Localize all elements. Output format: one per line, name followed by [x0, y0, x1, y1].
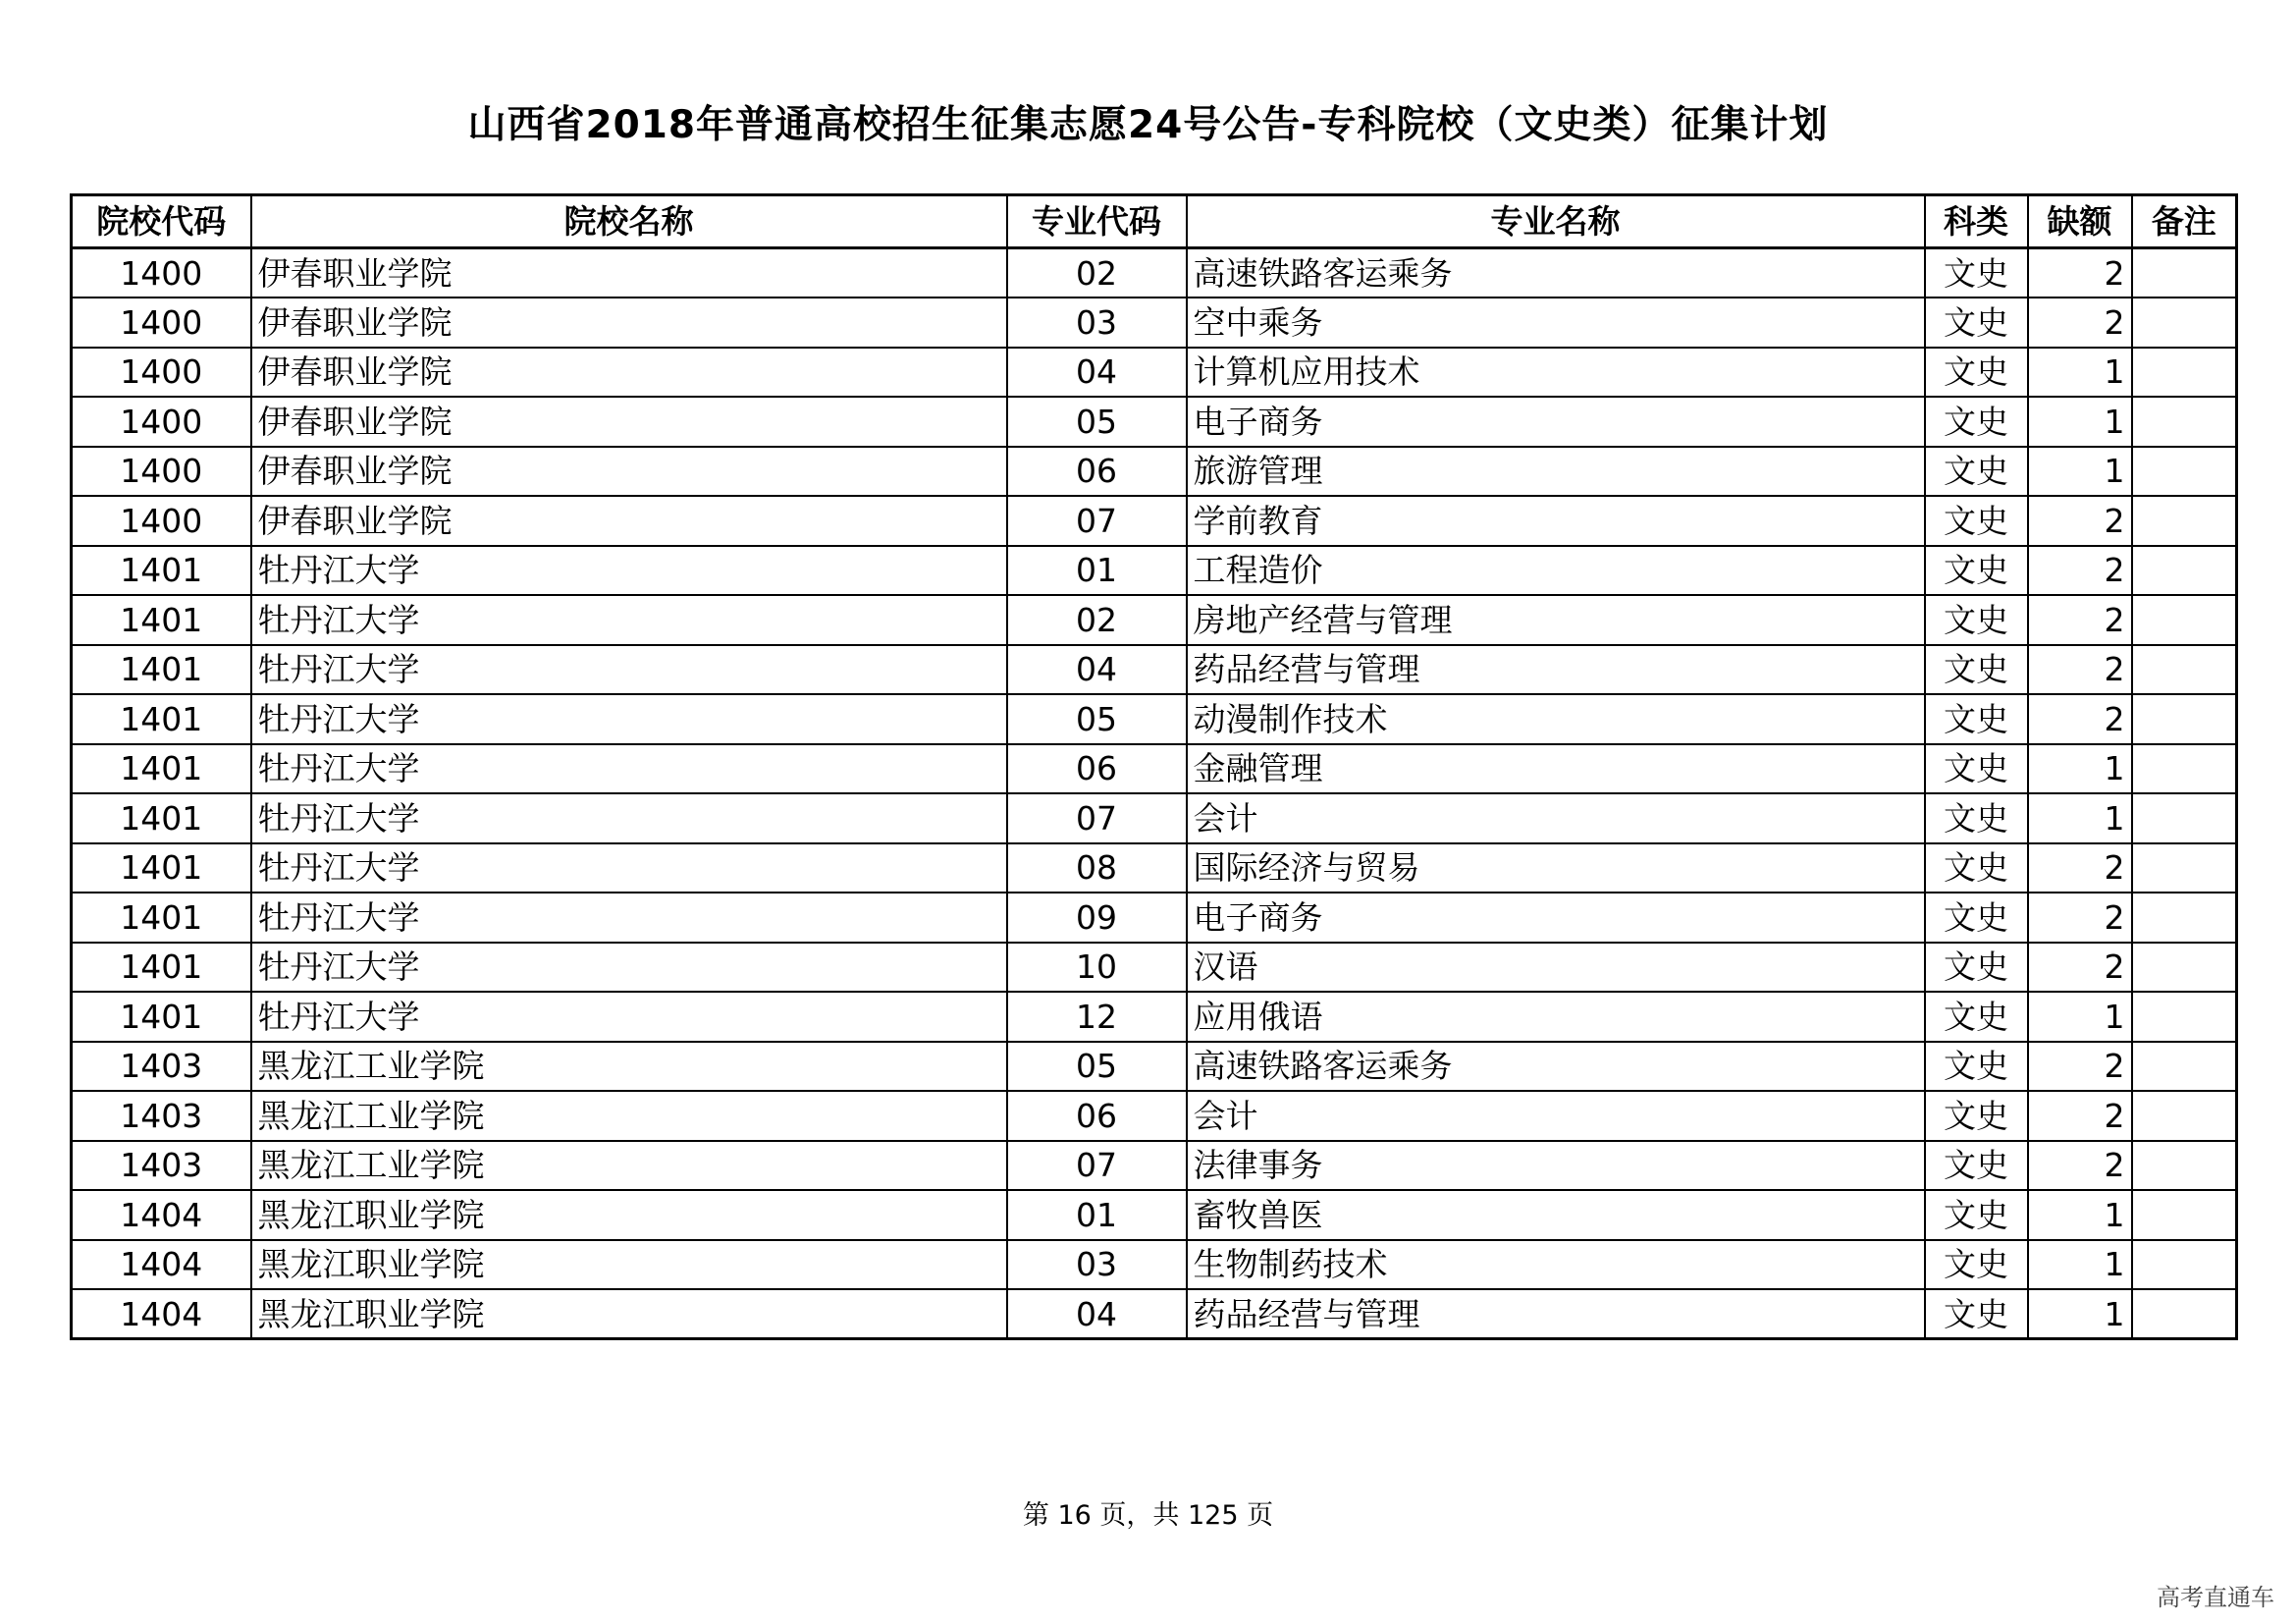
cell-major-name: 应用俄语 [1187, 992, 1925, 1042]
cell-vacancies: 2 [2028, 893, 2132, 943]
cell-major-name: 空中乘务 [1187, 298, 1925, 348]
table-row [72, 1289, 2237, 1339]
cell-school-name: 黑龙江工业学院 [251, 1141, 1007, 1191]
cell-major-code: 03 [1007, 1240, 1187, 1290]
cell-category: 文史 [1925, 694, 2028, 744]
cell-remarks [2132, 793, 2237, 843]
cell-school-name: 牡丹江大学 [251, 694, 1007, 744]
table-row [72, 744, 2237, 794]
cell-school-name: 牡丹江大学 [251, 595, 1007, 645]
cell-remarks [2132, 397, 2237, 447]
cell-major-name: 药品经营与管理 [1187, 645, 1925, 695]
cell-category: 文史 [1925, 943, 2028, 993]
table-row [72, 645, 2237, 695]
cell-remarks [2132, 1042, 2237, 1092]
cell-major-code: 05 [1007, 397, 1187, 447]
cell-school-code: 1400 [72, 397, 251, 447]
table-row [72, 397, 2237, 447]
cell-category: 文史 [1925, 1240, 2028, 1290]
cell-category: 文史 [1925, 447, 2028, 497]
cell-vacancies: 1 [2028, 1190, 2132, 1240]
cell-remarks [2132, 893, 2237, 943]
cell-major-name: 会计 [1187, 793, 1925, 843]
cell-major-code: 01 [1007, 1190, 1187, 1240]
cell-school-code: 1403 [72, 1141, 251, 1191]
cell-vacancies: 2 [2028, 595, 2132, 645]
cell-school-name: 牡丹江大学 [251, 992, 1007, 1042]
cell-major-code: 02 [1007, 248, 1187, 298]
cell-category: 文史 [1925, 843, 2028, 893]
cell-school-code: 1401 [72, 645, 251, 695]
cell-school-code: 1403 [72, 1091, 251, 1141]
cell-remarks [2132, 992, 2237, 1042]
cell-remarks [2132, 348, 2237, 398]
cell-school-name: 牡丹江大学 [251, 893, 1007, 943]
cell-school-code: 1404 [72, 1289, 251, 1339]
cell-school-code: 1404 [72, 1190, 251, 1240]
table-header-row [72, 195, 2237, 248]
cell-remarks [2132, 694, 2237, 744]
cell-category: 文史 [1925, 595, 2028, 645]
cell-school-code: 1401 [72, 992, 251, 1042]
table-row [72, 694, 2237, 744]
cell-school-name: 牡丹江大学 [251, 645, 1007, 695]
table-row [72, 447, 2237, 497]
cell-school-code: 1404 [72, 1240, 251, 1290]
cell-school-name: 伊春职业学院 [251, 397, 1007, 447]
cell-vacancies: 2 [2028, 496, 2132, 546]
table-row [72, 793, 2237, 843]
table-row [72, 1190, 2237, 1240]
cell-category: 文史 [1925, 298, 2028, 348]
cell-school-code: 1400 [72, 248, 251, 298]
cell-category: 文史 [1925, 397, 2028, 447]
cell-major-name: 生物制药技术 [1187, 1240, 1925, 1290]
cell-category: 文史 [1925, 645, 2028, 695]
cell-major-name: 工程造价 [1187, 546, 1925, 596]
cell-category: 文史 [1925, 496, 2028, 546]
cell-school-code: 1400 [72, 447, 251, 497]
table-row [72, 992, 2237, 1042]
cell-vacancies: 2 [2028, 1141, 2132, 1191]
cell-major-name: 高速铁路客运乘务 [1187, 1042, 1925, 1092]
cell-school-code: 1401 [72, 595, 251, 645]
cell-category: 文史 [1925, 893, 2028, 943]
cell-vacancies: 1 [2028, 397, 2132, 447]
cell-major-name: 国际经济与贸易 [1187, 843, 1925, 893]
table-row [72, 1042, 2237, 1092]
header-remarks: 备注 [2132, 195, 2237, 248]
cell-vacancies: 1 [2028, 1240, 2132, 1290]
cell-school-name: 伊春职业学院 [251, 496, 1007, 546]
cell-major-code: 03 [1007, 298, 1187, 348]
cell-category: 文史 [1925, 1190, 2028, 1240]
cell-vacancies: 2 [2028, 546, 2132, 596]
header-school-name: 院校名称 [251, 195, 1007, 248]
cell-category: 文史 [1925, 1042, 2028, 1092]
cell-school-name: 牡丹江大学 [251, 943, 1007, 993]
cell-school-name: 伊春职业学院 [251, 447, 1007, 497]
cell-school-code: 1403 [72, 1042, 251, 1092]
cell-school-code: 1401 [72, 793, 251, 843]
cell-major-code: 04 [1007, 645, 1187, 695]
cell-vacancies: 1 [2028, 992, 2132, 1042]
enrollment-plan-table [70, 193, 2238, 1340]
cell-school-name: 伊春职业学院 [251, 348, 1007, 398]
cell-school-name: 伊春职业学院 [251, 298, 1007, 348]
table-row [72, 546, 2237, 596]
cell-category: 文史 [1925, 992, 2028, 1042]
cell-school-code: 1401 [72, 943, 251, 993]
table-row [72, 943, 2237, 993]
table-row [72, 893, 2237, 943]
cell-major-name: 学前教育 [1187, 496, 1925, 546]
cell-remarks [2132, 447, 2237, 497]
cell-remarks [2132, 496, 2237, 546]
table-row [72, 1091, 2237, 1141]
cell-school-name: 牡丹江大学 [251, 793, 1007, 843]
table-row [72, 595, 2237, 645]
cell-major-code: 07 [1007, 496, 1187, 546]
cell-remarks [2132, 645, 2237, 695]
cell-major-code: 10 [1007, 943, 1187, 993]
cell-remarks [2132, 1240, 2237, 1290]
cell-school-name: 黑龙江工业学院 [251, 1091, 1007, 1141]
cell-school-name: 黑龙江工业学院 [251, 1042, 1007, 1092]
cell-category: 文史 [1925, 744, 2028, 794]
table-row [72, 298, 2237, 348]
cell-major-code: 04 [1007, 348, 1187, 398]
cell-school-code: 1400 [72, 298, 251, 348]
cell-category: 文史 [1925, 1091, 2028, 1141]
cell-category: 文史 [1925, 546, 2028, 596]
table-row [72, 496, 2237, 546]
cell-major-name: 房地产经营与管理 [1187, 595, 1925, 645]
cell-vacancies: 2 [2028, 943, 2132, 993]
cell-remarks [2132, 595, 2237, 645]
cell-major-code: 05 [1007, 1042, 1187, 1092]
cell-vacancies: 2 [2028, 1091, 2132, 1141]
cell-remarks [2132, 943, 2237, 993]
cell-major-name: 动漫制作技术 [1187, 694, 1925, 744]
cell-remarks [2132, 1141, 2237, 1191]
cell-school-code: 1401 [72, 893, 251, 943]
cell-vacancies: 2 [2028, 298, 2132, 348]
cell-category: 文史 [1925, 248, 2028, 298]
cell-vacancies: 2 [2028, 843, 2132, 893]
cell-school-code: 1401 [72, 843, 251, 893]
cell-school-name: 黑龙江职业学院 [251, 1240, 1007, 1290]
cell-major-code: 02 [1007, 595, 1187, 645]
cell-major-name: 计算机应用技术 [1187, 348, 1925, 398]
cell-remarks [2132, 843, 2237, 893]
cell-remarks [2132, 1190, 2237, 1240]
table-row [72, 843, 2237, 893]
cell-school-name: 黑龙江职业学院 [251, 1190, 1007, 1240]
cell-major-name: 汉语 [1187, 943, 1925, 993]
cell-school-name: 牡丹江大学 [251, 843, 1007, 893]
cell-major-code: 06 [1007, 744, 1187, 794]
page-footer: 第 16 页，共 125 页 [1022, 1500, 1274, 1531]
cell-school-name: 黑龙江职业学院 [251, 1289, 1007, 1339]
cell-school-code: 1401 [72, 546, 251, 596]
cell-vacancies: 1 [2028, 447, 2132, 497]
cell-major-name: 电子商务 [1187, 893, 1925, 943]
cell-category: 文史 [1925, 793, 2028, 843]
table-row [72, 248, 2237, 298]
cell-major-name: 会计 [1187, 1091, 1925, 1141]
cell-major-code: 06 [1007, 1091, 1187, 1141]
header-category: 科类 [1925, 195, 2028, 248]
cell-vacancies: 2 [2028, 1042, 2132, 1092]
cell-school-name: 牡丹江大学 [251, 546, 1007, 596]
header-major-name: 专业名称 [1187, 195, 1925, 248]
header-major-code: 专业代码 [1007, 195, 1187, 248]
cell-vacancies: 2 [2028, 694, 2132, 744]
cell-major-code: 12 [1007, 992, 1187, 1042]
cell-major-name: 畜牧兽医 [1187, 1190, 1925, 1240]
cell-major-code: 07 [1007, 793, 1187, 843]
cell-vacancies: 2 [2028, 645, 2132, 695]
cell-remarks [2132, 1091, 2237, 1141]
cell-remarks [2132, 298, 2237, 348]
cell-remarks [2132, 546, 2237, 596]
cell-major-name: 旅游管理 [1187, 447, 1925, 497]
header-school-code: 院校代码 [72, 195, 251, 248]
page-title: 山西省2018年普通高校招生征集志愿24号公告-专科院校（文史类）征集计划 [467, 103, 1829, 147]
cell-school-code: 1400 [72, 496, 251, 546]
table-row [72, 1141, 2237, 1191]
cell-major-name: 法律事务 [1187, 1141, 1925, 1191]
cell-school-name: 伊春职业学院 [251, 248, 1007, 298]
cell-school-code: 1400 [72, 348, 251, 398]
cell-major-code: 05 [1007, 694, 1187, 744]
cell-remarks [2132, 1289, 2237, 1339]
cell-category: 文史 [1925, 348, 2028, 398]
cell-major-name: 药品经营与管理 [1187, 1289, 1925, 1339]
cell-major-name: 电子商务 [1187, 397, 1925, 447]
cell-vacancies: 1 [2028, 793, 2132, 843]
cell-category: 文史 [1925, 1289, 2028, 1339]
cell-vacancies: 2 [2028, 248, 2132, 298]
cell-vacancies: 1 [2028, 1289, 2132, 1339]
cell-vacancies: 1 [2028, 744, 2132, 794]
cell-school-code: 1401 [72, 694, 251, 744]
cell-major-code: 04 [1007, 1289, 1187, 1339]
cell-major-code: 06 [1007, 447, 1187, 497]
cell-major-code: 08 [1007, 843, 1187, 893]
cell-school-name: 牡丹江大学 [251, 744, 1007, 794]
cell-vacancies: 1 [2028, 348, 2132, 398]
cell-major-name: 高速铁路客运乘务 [1187, 248, 1925, 298]
cell-major-code: 01 [1007, 546, 1187, 596]
cell-category: 文史 [1925, 1141, 2028, 1191]
table-row [72, 1240, 2237, 1290]
cell-remarks [2132, 744, 2237, 794]
header-vacancies: 缺额 [2028, 195, 2132, 248]
watermark: 高考直通车 [2157, 1584, 2274, 1611]
cell-major-code: 09 [1007, 893, 1187, 943]
cell-major-code: 07 [1007, 1141, 1187, 1191]
table-row [72, 348, 2237, 398]
cell-major-name: 金融管理 [1187, 744, 1925, 794]
cell-remarks [2132, 248, 2237, 298]
cell-school-code: 1401 [72, 744, 251, 794]
